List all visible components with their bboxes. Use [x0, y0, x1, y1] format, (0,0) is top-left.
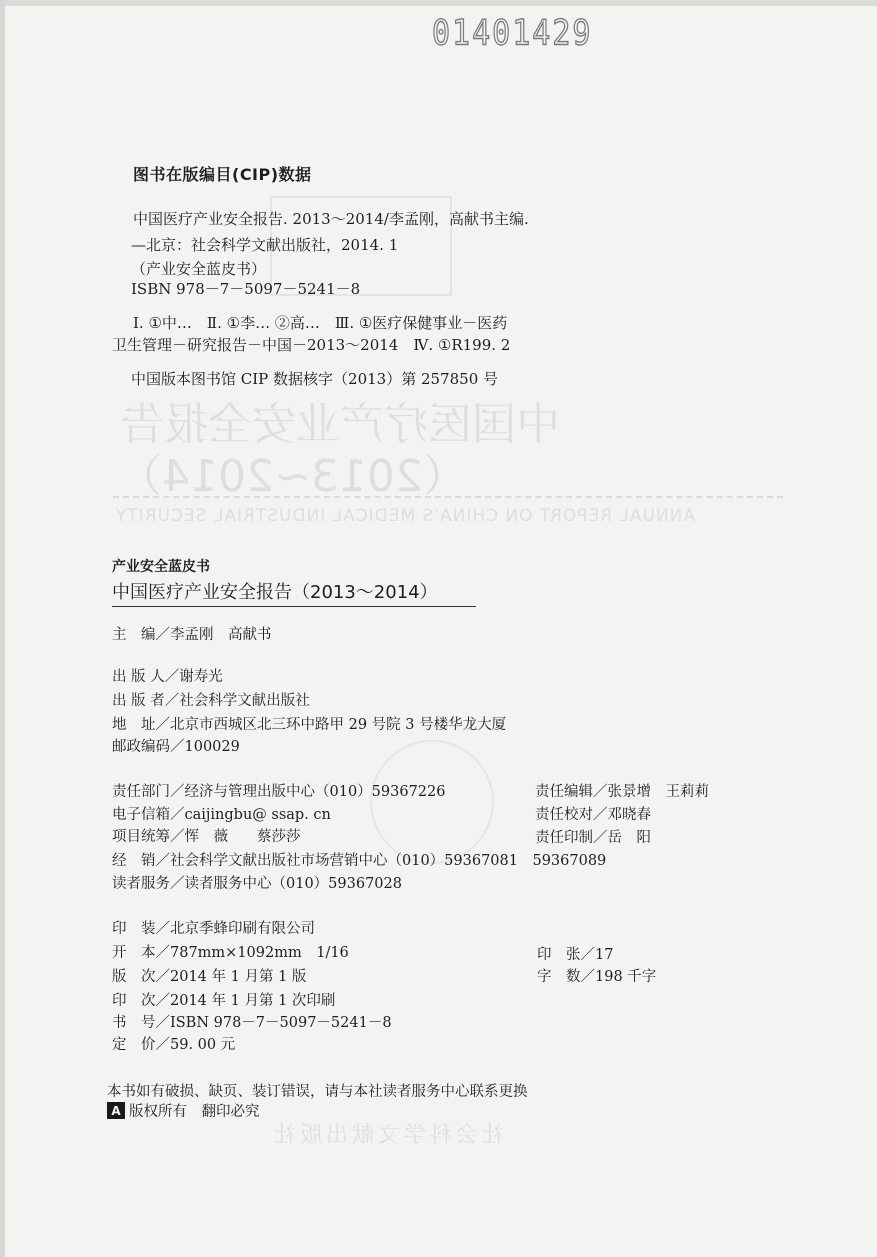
sheets-row: 印 张／17	[537, 947, 614, 963]
publisher-logo-icon: A	[107, 1102, 125, 1119]
copyright-line	[107, 1100, 260, 1121]
publisher-key: 出 版 者	[112, 693, 165, 709]
cip-line: ISBN 978－7－5097－5241－8	[131, 280, 361, 298]
isbn-row: 书 号／ISBN 978－7－5097－5241－8	[112, 1015, 392, 1031]
resp-print-value: 岳 阳	[607, 830, 651, 846]
printing-value: 北京季蜂印刷有限公司	[170, 921, 315, 937]
series-label: 产业安全蓝皮书	[112, 559, 210, 575]
title-rule	[112, 606, 476, 607]
distribution-row: 经 销／社会科学文献出版社市场营销中心（010）59367081 59367089	[112, 853, 607, 869]
address-row: 地 址／北京市西城区北三环中路甲 29 号院 3 号楼华龙大厦	[112, 717, 507, 733]
cip-heading: 图书在版编目(CIP)数据	[133, 165, 312, 184]
postcode-key: 邮政编码	[112, 739, 170, 755]
reader-service-row: 读者服务／读者服务中心（010）59367028	[112, 876, 402, 892]
cip-line: 卫生管理－研究报告－中国－2013～2014 Ⅳ. ①R199. 2	[112, 336, 511, 354]
distribution-key: 经 销	[112, 853, 156, 869]
resp-proof-value: 邓晓春	[607, 807, 651, 823]
department-value: 经济与管理出版中心（010）59367226	[184, 784, 446, 800]
postcode-value: 100029	[184, 739, 240, 755]
postcode-row: 邮政编码／100029	[112, 739, 240, 755]
edition-row: 版 次／2014 年 1 月第 1 版	[112, 969, 307, 985]
sheets-key: 印 张	[537, 947, 581, 963]
coordinator-key: 项目统筹	[112, 829, 170, 845]
edition-key: 版 次	[112, 969, 156, 985]
wordcount-key: 字 数	[537, 969, 581, 985]
wordcount-row: 字 数／198 千字	[537, 969, 657, 985]
book-title: 中国医疗产业安全报告（2013～2014）	[112, 582, 438, 603]
resp-proof-row: 责任校对／邓晓春	[535, 807, 651, 823]
wordcount-value: 198 千字	[595, 969, 657, 985]
format-value: 787mm×1092mm 1/16	[170, 945, 349, 961]
address-key: 地 址	[112, 717, 156, 733]
format-row: 开 本／787mm×1092mm 1/16	[112, 945, 349, 961]
editor-value: 李孟刚 高献书	[170, 627, 272, 643]
printing-row: 印 装／北京季蜂印刷有限公司	[112, 921, 315, 937]
impression-key: 印 次	[112, 993, 156, 1009]
cip-line: 中国医疗产业安全报告. 2013～2014/李孟刚，高献书主编.	[133, 210, 529, 228]
impression-row: 印 次／2014 年 1 月第 1 次印刷	[112, 993, 336, 1009]
price-value: 59. 00 元	[170, 1037, 236, 1053]
resp-print-row: 责任印制／岳 阳	[535, 830, 651, 846]
resp-proof-key: 责任校对	[535, 807, 593, 823]
resp-print-key: 责任印制	[535, 830, 593, 846]
resp-editor-row: 责任编辑／张景增 王莉莉	[535, 784, 709, 800]
isbn-key: 书 号	[112, 1015, 156, 1031]
coordinator-value: 恽 薇 蔡莎莎	[184, 829, 301, 845]
publisher-person-value: 谢寿光	[179, 669, 223, 685]
email-value: caijingbu@ ssap. cn	[184, 807, 331, 823]
ghost-year: （2013~2014）	[118, 451, 467, 502]
distribution-value: 社会科学文献出版社市场营销中心（010）59367081 59367089	[170, 853, 607, 869]
library-stamp-number: 01401429	[432, 13, 593, 54]
reader-service-key: 读者服务	[112, 876, 170, 892]
page-left-edge	[0, 0, 5, 1257]
ghost-publisher: 社会科学文献出版社	[270, 1123, 505, 1148]
cip-line: Ⅰ. ①中… Ⅱ. ①李… ②高… Ⅲ. ①医疗保健事业－医药	[133, 314, 508, 332]
edition-value: 2014 年 1 月第 1 版	[170, 969, 307, 985]
editor-row: 主 编／李孟刚 高献书	[112, 627, 272, 643]
department-key: 责任部门	[112, 784, 170, 800]
price-row: 定 价／59. 00 元	[112, 1037, 236, 1053]
resp-editor-key: 责任编辑	[535, 784, 593, 800]
publisher-value: 社会科学文献出版社	[179, 693, 310, 709]
editor-key: 主 编	[112, 627, 156, 643]
defect-notice: 本书如有破损、缺页、装订错误，请与本社读者服务中心联系更换	[107, 1084, 528, 1100]
isbn-value: ISBN 978－7－5097－5241－8	[170, 1015, 392, 1031]
cip-line: （产业安全蓝皮书）	[131, 260, 267, 278]
cip-line: —北京：社会科学文献出版社，2014. 1	[131, 236, 399, 254]
sheets-value: 17	[595, 947, 614, 963]
ghost-seal	[370, 740, 494, 864]
department-row: 责任部门／经济与管理出版中心（010）59367226	[112, 784, 446, 800]
resp-editor-value: 张景增 王莉莉	[607, 784, 709, 800]
price-key: 定 价	[112, 1037, 156, 1053]
address-value: 北京市西城区北三环中路甲 29 号院 3 号楼华龙大厦	[170, 717, 507, 733]
coordinator-row: 项目统筹／恽 薇 蔡莎莎	[112, 829, 301, 845]
publisher-person-key: 出 版 人	[112, 669, 165, 685]
impression-value: 2014 年 1 月第 1 次印刷	[170, 993, 336, 1009]
cip-number-line: 中国版本图书馆 CIP 数据核字（2013）第 257850 号	[131, 370, 499, 388]
ghost-english-title: ANNUAL REPORT ON CHINA'S MEDICAL INDUSTRIAL SECURITY	[115, 506, 696, 526]
rights-text: 版权所有 翻印必究	[129, 1104, 260, 1120]
ghost-title: 中国医疗产业安全报告	[120, 399, 560, 450]
reader-service-value: 读者服务中心（010）59367028	[184, 876, 402, 892]
format-key: 开 本	[112, 945, 156, 961]
email-key: 电子信箱	[112, 807, 170, 823]
printing-key: 印 装	[112, 921, 156, 937]
page-top-edge	[0, 0, 877, 6]
publisher-row: 出 版 者／社会科学文献出版社	[112, 693, 310, 709]
publisher-person-row: 出 版 人／谢寿光	[112, 669, 223, 685]
email-row: 电子信箱／caijingbu@ ssap. cn	[112, 807, 331, 823]
